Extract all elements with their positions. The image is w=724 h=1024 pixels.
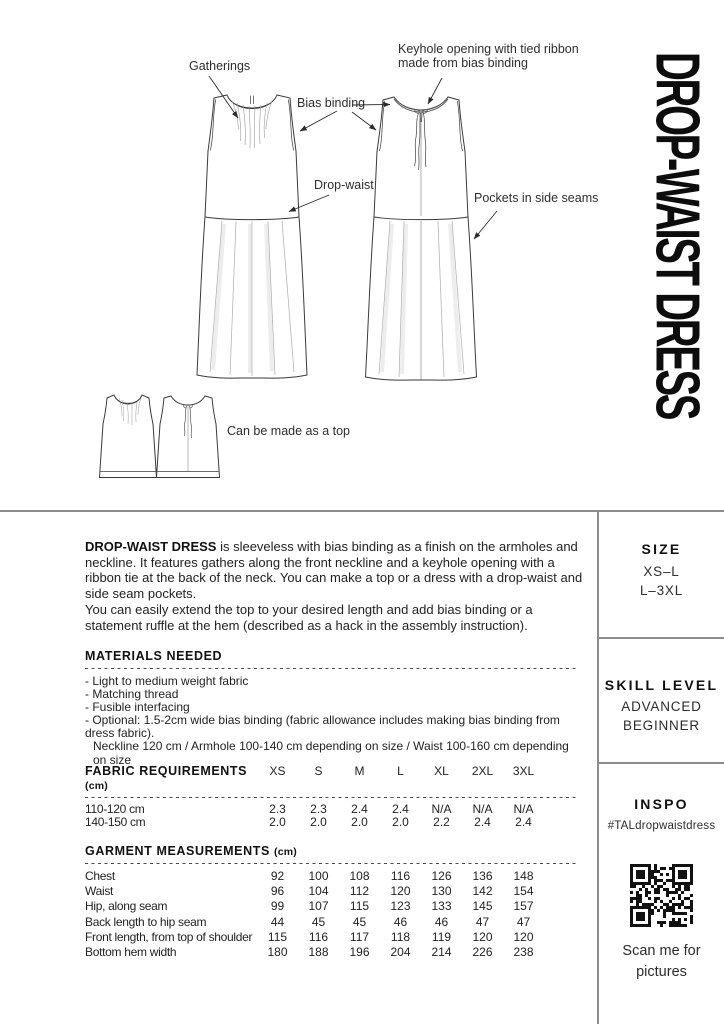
fabric-table-header <box>85 764 579 792</box>
list-item: - Matching thread <box>85 687 179 702</box>
size-range-1: XS–L <box>643 564 680 579</box>
label-pockets: Pockets in side seams <box>474 191 599 205</box>
value-cell: 180 <box>267 945 288 960</box>
sidebar-section-divider <box>599 762 724 764</box>
fabric-table-body <box>85 803 579 830</box>
table-row <box>85 803 579 816</box>
value-cell: 44 <box>270 914 285 929</box>
size-header: L <box>397 764 404 778</box>
value-cell: 2.0 <box>269 815 286 830</box>
size-header: XS <box>269 764 286 778</box>
value-cell: 204 <box>390 945 411 960</box>
page-title-vertical: DROP-WAIST DRESS <box>642 52 711 419</box>
dress-back-drawing <box>366 97 477 380</box>
value-cell: 92 <box>270 869 285 883</box>
value-cell: 47 <box>475 914 490 929</box>
dashed-rule <box>85 797 579 798</box>
value-cell: 126 <box>431 869 452 883</box>
table-row <box>85 884 579 899</box>
row-label: Back length to hip seam <box>85 914 207 929</box>
sidebar-inspo-section <box>599 796 724 832</box>
value-cell: 130 <box>431 884 452 899</box>
description-paragraph-1 <box>85 539 585 602</box>
value-cell: 2.0 <box>351 815 368 830</box>
value-cell: 45 <box>311 914 326 929</box>
value-cell: 99 <box>270 899 285 914</box>
description-text: is sleeveless with bias binding as a finish on the armholes and neckline. It features gathers along the front neckline and a keyhole opening with a ribbon tie at the back of the neck. You can make a top or a dress with a drop-waist and side seam pockets. <box>85 539 583 602</box>
size-header: S <box>314 764 323 778</box>
fabric-requirements-section <box>85 764 579 830</box>
value-cell: 112 <box>349 884 370 899</box>
table-row <box>85 915 579 930</box>
row-label: Chest <box>85 869 115 883</box>
value-cell: 2.3 <box>310 802 327 816</box>
label-keyhole-line2: made from bias binding <box>398 55 528 70</box>
size-header: 2XL <box>471 764 494 778</box>
value-cell: 100 <box>308 869 329 883</box>
value-cell: 116 <box>390 869 411 883</box>
fabric-unit: (cm) <box>85 780 108 792</box>
value-cell: 107 <box>308 899 329 914</box>
value-cell: 46 <box>393 914 408 929</box>
value-cell: 45 <box>352 914 367 929</box>
size-header: 3XL <box>512 764 535 778</box>
value-cell: 226 <box>472 945 493 960</box>
value-cell: 123 <box>390 899 411 914</box>
value-cell: 120 <box>513 929 534 944</box>
value-cell: N/A <box>472 802 493 816</box>
value-cell: 196 <box>349 945 370 960</box>
size-header: M <box>354 764 365 778</box>
value-cell: 120 <box>472 929 493 944</box>
table-row <box>85 869 579 884</box>
skill-level-value-1: ADVANCED <box>621 699 702 714</box>
value-cell: 214 <box>431 945 452 960</box>
top-front-drawing <box>100 395 157 478</box>
table-row <box>85 930 579 945</box>
value-cell: 46 <box>434 914 449 929</box>
value-cell: 188 <box>308 945 329 960</box>
value-cell: 157 <box>513 899 534 914</box>
value-cell: 47 <box>516 914 531 929</box>
value-cell: 2.3 <box>269 802 286 816</box>
scan-caption-line1: Scan me for <box>622 943 701 959</box>
table-row <box>85 816 579 829</box>
sidebar-section-divider <box>599 637 724 639</box>
inspo-title: INSPO <box>634 796 689 812</box>
row-label: Front length, from top of shoulder <box>85 929 253 944</box>
value-cell: 136 <box>472 869 493 883</box>
skill-level-value-2: BEGINNER <box>623 718 700 733</box>
label-bias-binding: Bias binding <box>297 96 366 110</box>
fabric-title <box>85 764 257 792</box>
description-lead: DROP-WAIST DRESS <box>85 539 217 554</box>
garment-unit: (cm) <box>274 846 297 858</box>
table-row <box>85 945 579 960</box>
value-cell: 108 <box>349 869 370 883</box>
value-cell: 96 <box>270 884 285 899</box>
inspo-hashtag: #TALdropwaistdress <box>607 820 716 832</box>
size-header: XL <box>434 764 449 778</box>
description <box>85 539 585 633</box>
fabric-title-text: FABRIC REQUIREMENTS <box>85 764 248 778</box>
garment-measurements-section <box>85 844 579 960</box>
row-label: 110-120 cm <box>85 802 145 816</box>
value-cell: 145 <box>472 899 493 914</box>
list-item: Neckline 120 cm / Armhole 100-140 cm depending on size / Waist 100-160 cm depending on size <box>93 739 569 767</box>
garment-title-text: GARMENT MEASUREMENTS <box>85 844 270 858</box>
value-cell: 2.4 <box>474 815 491 830</box>
value-cell: 148 <box>513 869 534 883</box>
value-cell: 238 <box>513 945 534 960</box>
list-item: - Light to medium weight fabric <box>85 674 249 688</box>
value-cell: 154 <box>513 884 534 899</box>
garment-title <box>85 844 579 858</box>
value-cell: 2.0 <box>392 815 409 830</box>
value-cell: 104 <box>308 884 329 899</box>
value-cell: 116 <box>308 929 329 944</box>
list-item: - Optional: 1.5-2cm wide bias binding (fabric allowance includes making bias binding from dress fabric). <box>85 713 560 741</box>
value-cell: N/A <box>431 802 452 816</box>
sidebar-skill-section <box>599 677 724 735</box>
label-keyhole-line1: Keyhole opening with tied ribbon <box>398 42 579 56</box>
value-cell: 2.2 <box>433 815 450 830</box>
value-cell: 118 <box>390 929 411 944</box>
value-cell: 120 <box>390 884 411 899</box>
qr-code <box>630 864 693 927</box>
size-range-2: L–3XL <box>639 583 684 598</box>
description-paragraph-2: You can easily extend the top to your desired length and add bias binding or a statement ruffle at the hem (described as a hack in the assembly instruction). <box>85 601 533 633</box>
row-label: Hip, along seam <box>85 899 168 914</box>
row-label: Bottom hem width <box>85 945 177 960</box>
value-cell: 115 <box>267 929 288 944</box>
row-label: 140-150 cm <box>85 815 146 830</box>
value-cell: 117 <box>349 929 370 944</box>
dashed-rule <box>85 668 579 669</box>
value-cell: 133 <box>431 899 452 914</box>
list-item: - Fusible interfacing <box>85 700 190 715</box>
horizontal-divider <box>0 510 724 512</box>
materials-title: MATERIALS NEEDED <box>85 649 223 663</box>
row-label: Waist <box>85 884 114 899</box>
value-cell: 142 <box>472 884 493 899</box>
dashed-rule <box>85 863 579 864</box>
label-keyhole <box>398 43 579 70</box>
sidebar-size-section <box>599 541 724 600</box>
label-gatherings: Gatherings <box>189 59 251 73</box>
value-cell: 2.4 <box>351 802 368 816</box>
size-title: SIZE <box>641 541 682 557</box>
scan-caption-line2: pictures <box>636 964 687 980</box>
value-cell: 119 <box>431 929 452 944</box>
value-cell: 2.4 <box>392 802 409 816</box>
garment-table-body <box>85 869 579 960</box>
label-drop-waist: Drop-waist <box>314 178 374 192</box>
value-cell: 115 <box>349 899 370 914</box>
label-top-note: Can be made as a top <box>227 424 350 438</box>
table-row <box>85 899 579 914</box>
value-cell: 2.4 <box>515 815 532 830</box>
skill-level-title: SKILL LEVEL <box>604 677 719 693</box>
top-back-drawing <box>157 396 220 478</box>
sidebar-scan-caption <box>599 941 724 983</box>
value-cell: 2.0 <box>310 815 327 830</box>
materials-list <box>85 675 579 767</box>
value-cell: N/A <box>513 802 534 816</box>
materials-section <box>85 649 579 767</box>
dress-front-drawing <box>197 95 307 378</box>
